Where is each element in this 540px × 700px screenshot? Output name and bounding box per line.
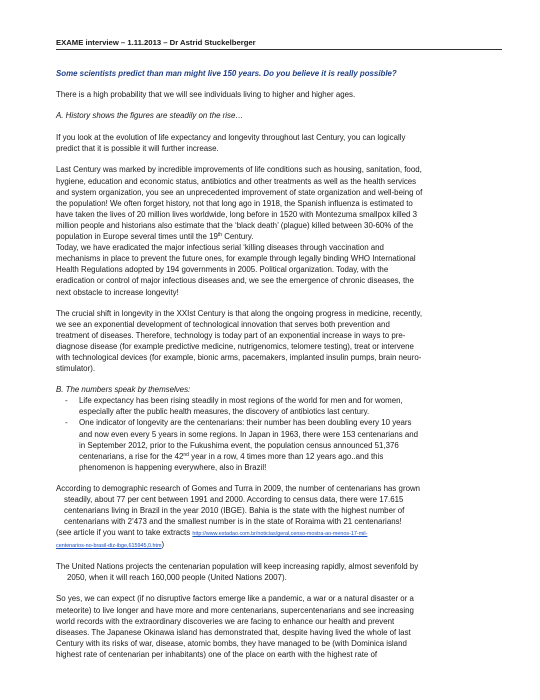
section-b-heading: B. The numbers speak by themselves: [56, 385, 191, 395]
text-line: eradication or control of major infectious diseases and, we see the emergence of chronic diseases, the [56, 276, 414, 286]
text-line: in September 2012, prior to the Fukushima event, the population census announced 51,376 [79, 440, 399, 450]
paragraph-6 [56, 561, 502, 583]
text-line: Century with its risks of war, disease, atomic bombs, they have managed to be (with Dominica island [56, 638, 407, 648]
bullet-item [56, 395, 502, 417]
article-link[interactable]: http://www.estadao.com.br/noticias/geral,censo-mostra-ao-menos-17-mil- [192, 531, 368, 538]
document-header: EXAME interview – 1.11.2013 – Dr Astrid Stuckelberger [56, 38, 256, 47]
text-line: million people and historians also estimate that the ‘black death’ (plague) killed between 30-60% of the [56, 220, 414, 230]
superscript: th [217, 232, 223, 239]
text-line: highest rate of centenarian per inhabitants) one of the place on earth with the highest rate of [56, 649, 378, 659]
text-line: According to demographic research of Gomes and Turra in 2009, the number of centenarians has grown [56, 483, 421, 493]
text-line: steadily, about 77 per cent between 1991 and 2000. According to census data, there were 17.615 [64, 495, 404, 504]
text-line: One indicator of longevity are the centenarians: their number has been doubling every 10 years [79, 418, 412, 428]
text-line: and system organization, you see an unprecedented improvement of state organization and well-being of [56, 187, 423, 197]
bullet-dash: - [65, 418, 68, 428]
text-line [56, 231, 502, 242]
text-line: Today, we have eradicated the major infectious serial ‘killing diseases through vaccination and [56, 243, 384, 253]
text-line: and now even every 5 years in some regions. In Japan in 1963, there were 153 centenarians and [79, 429, 419, 439]
text-line: diseases. The Japanese Okinawa island has demonstrated that, despite having lived the whole of last [56, 627, 411, 637]
text-line: especially after the public health measures, the discovery of antibiotics last century. [79, 407, 370, 417]
text-line [79, 451, 502, 462]
superscript: nd [183, 451, 189, 458]
text-run: Century. [222, 232, 254, 242]
text-run: (see article if you want to take extracts [56, 528, 193, 538]
document-body [56, 38, 502, 660]
text-line: centenarians with 2’473 and the smallest number is in the state of Roraima with 21 centenarians! [64, 517, 402, 527]
text-line: the population! We often forget history, not that long ago in 1918, the Spanish influenza is estimated to [56, 198, 413, 208]
text-line: with technological devices (for example, bionic arms, pacemakers, implanted insulin pumps, brain neuro- [56, 352, 422, 362]
text-line: we see an exponential development of technological innovation that serves both prevention and [56, 319, 390, 329]
paragraph-5 [56, 483, 502, 551]
interview-question: Some scientists predict than man might live 150 years. Do you believe it is really possible? [56, 69, 397, 78]
text-line: predict that it is possible it will further increase. [56, 144, 219, 154]
paragraph-7 [56, 593, 502, 660]
text-run: centenarians, a rise for the 42 [79, 451, 184, 461]
answer-intro: There is a high probability that we will see individuals living to higher and higher ages. [56, 90, 356, 100]
text-line [56, 527, 502, 539]
text-line: diagnose disease (for example predictive medicine, nutrigenomics, telomere testing), treat or intervene [56, 341, 414, 351]
text-line: The crucial shift in longevity in the XXIst Century is that along the ongoing progress in medicine, recently, [56, 308, 423, 318]
text-line: phenomenon is happening everywhere, also in Brazil! [79, 462, 267, 472]
text-line: Life expectancy has been rising steadily in most regions of the world for men and for women, [79, 396, 403, 406]
text-run: ) [161, 540, 165, 550]
text-line: So yes, we can expect (if no disruptive factors emerge like a pandemic, a war or a natural disaster or a [56, 594, 414, 604]
text-line: 2050, when it will reach 160,000 people (United Nations 2007). [67, 573, 287, 583]
text-line: stimulator). [56, 364, 96, 374]
text-line: have taken the lives of 20 million lives worldwide, long before in 1520 with Montezuma smallpox killed 3 [56, 209, 417, 219]
text-line: meteorite) to live longer and have more and more centenarians, supercentenarians and see increasing [56, 605, 414, 615]
section-a-heading: A. History shows the figures are steadily on the rise… [56, 111, 244, 121]
text-line: mechanisms in place to prevent the future ones, for example through legally binding WHO International [56, 254, 416, 264]
text-line: centenarians living in Brazil in the year 2010 (IBGE). Bahia is the state with the highest number of [64, 506, 405, 516]
text-line: If you look at the evolution of life expectancy and longevity throughout last Century, you can logically [56, 133, 406, 143]
paragraph-2 [56, 164, 502, 297]
text-line: world records with the extraordinary discoveries we are facing to enhance our health and prevent [56, 616, 395, 626]
text-run: population in Europe several times until the 19 [56, 232, 218, 242]
text-line: next obstacle to increase longevity! [56, 287, 179, 297]
text-line [56, 539, 502, 551]
text-line: treatment of diseases. Therefore, technology is today part of an exponential increase in ways to pre- [56, 330, 406, 340]
text-line: Health Regulations adopted by 194 governments in 2005. Political organization. Today, with the [56, 265, 389, 275]
bullet-item [56, 417, 502, 472]
paragraph-1 [56, 132, 502, 154]
text-line: The United Nations projects the centenarian population will keep increasing rapidly, almost sevenfold by [56, 562, 419, 572]
article-link-continued[interactable]: centenarios-no-brasil-diz-ibge,615945,0.htm [56, 543, 162, 550]
text-run: year in a row, 4 times more than 12 years ago..and this [188, 451, 384, 461]
text-line: hygiene, education and economic status, antibiotics and other treatments as well as the health services [56, 176, 417, 186]
text-line: Last Century was marked by incredible improvements of life conditions such as housing, sanitation, food, [56, 165, 422, 175]
paragraph-4 [56, 308, 502, 375]
bullet-dash: - [65, 396, 68, 406]
